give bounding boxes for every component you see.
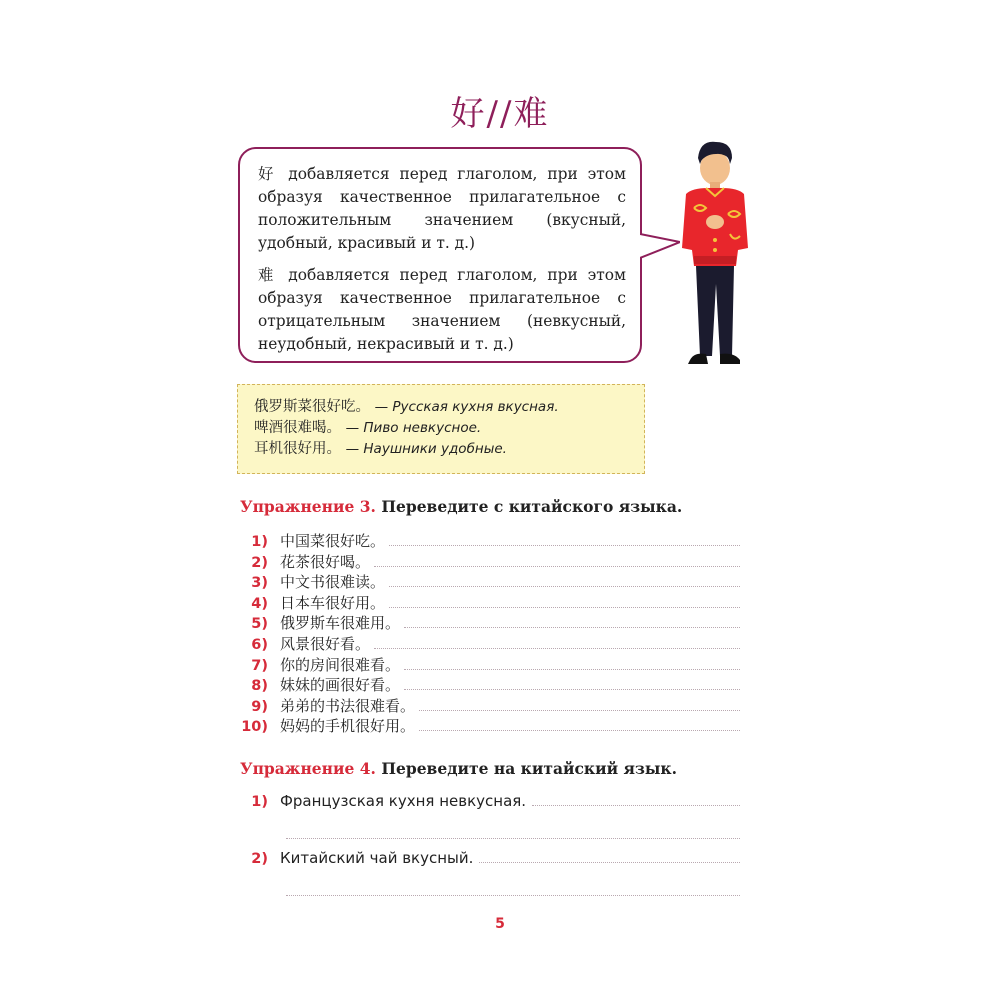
answer-line[interactable] — [286, 816, 740, 839]
exercise-3-heading: Упражнение 3. Переведите с китайского языка. — [240, 497, 683, 516]
exercise-4-list — [240, 792, 740, 896]
page-title: 好//难 — [450, 94, 550, 134]
example-line: 耳机很好用。 — Наушники удобные. — [254, 441, 507, 457]
answer-line[interactable] — [404, 657, 740, 670]
list-item: 4) 日本车很好用。 — [240, 592, 740, 613]
rule-explanation — [258, 163, 626, 365]
rule-nan: 难 добавляется перед глаголом, при этом образуя качественное прилагательное с отрицательным значением (невкусный, неудобный, некрасивый и т. д.) — [258, 266, 626, 353]
list-item: 3) 中文书很难读。 — [240, 571, 740, 592]
rule-hao: 好 добавляется перед глаголом, при этом образуя качественное прилагательное с положительным значением (вкусный, удобный, красивый и т. д.) — [258, 165, 626, 252]
list-item: 2) Китайский чай вкусный. — [240, 849, 740, 873]
list-item: 1) 中国菜很好吃。 — [240, 530, 740, 551]
exercise-3-list — [240, 530, 740, 736]
example-line: 啤酒很难喝。 — Пиво невкусное. — [254, 420, 482, 436]
answer-line[interactable] — [404, 677, 740, 690]
answer-line[interactable] — [374, 554, 740, 567]
exercise-4-heading: Упражнение 4. Переведите на китайский язык. — [240, 759, 677, 778]
example-line: 俄罗斯菜很好吃。 — Русская кухня вкусная. — [254, 399, 559, 415]
list-item: 7) 你的房间很难看。 — [240, 654, 740, 675]
list-item: 8) 妹妹的画很好看。 — [240, 674, 740, 695]
answer-line[interactable] — [374, 636, 740, 649]
list-item: 5) 俄罗斯车很难用。 — [240, 612, 740, 633]
answer-line[interactable] — [389, 533, 740, 546]
answer-line[interactable] — [479, 850, 740, 863]
answer-line[interactable] — [389, 574, 740, 587]
answer-line[interactable] — [419, 718, 740, 731]
list-item: 2) 花茶很好喝。 — [240, 551, 740, 572]
answer-line[interactable] — [419, 698, 740, 711]
answer-line[interactable] — [389, 595, 740, 608]
list-item: 1) Французская кухня невкусная. — [240, 792, 740, 816]
answer-line[interactable] — [404, 615, 740, 628]
answer-line[interactable] — [286, 873, 740, 896]
answer-line[interactable] — [532, 793, 740, 806]
list-item: 10) 妈妈的手机很好用。 — [240, 715, 740, 736]
page-number: 5 — [495, 916, 505, 932]
list-item: 6) 风景很好看。 — [240, 633, 740, 654]
examples-box — [237, 384, 645, 474]
man-in-red-shirt-illustration — [672, 138, 756, 370]
list-item: 9) 弟弟的书法很难看。 — [240, 695, 740, 716]
